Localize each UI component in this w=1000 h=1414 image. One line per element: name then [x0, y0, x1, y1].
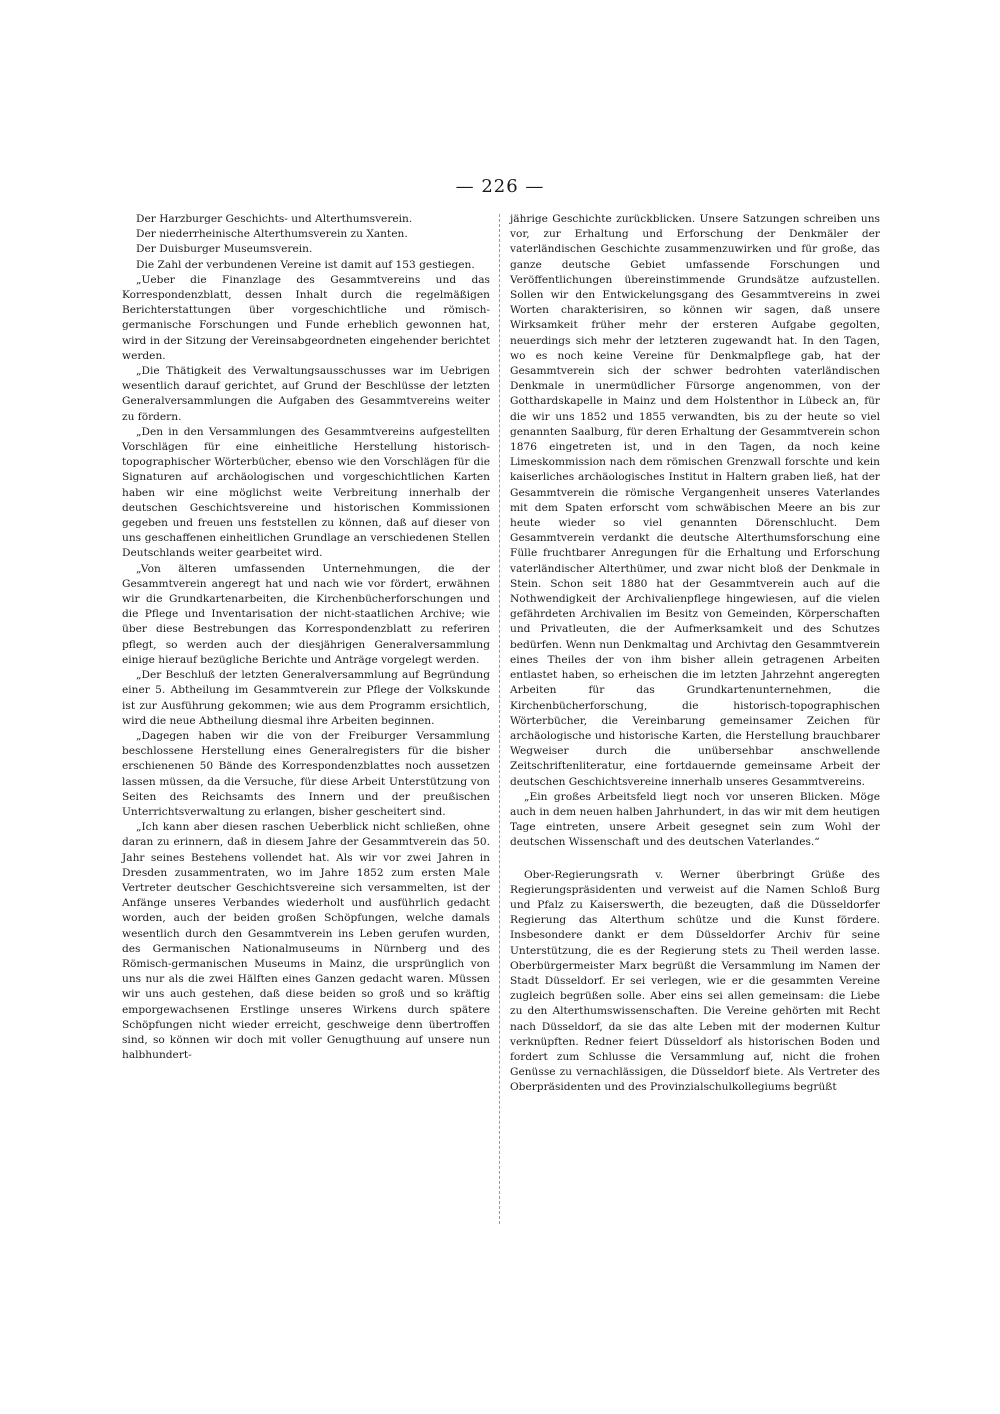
paragraph: „Ein großes Arbeitsfeld liegt noch vor unseren Blicken. Möge auch in dem neuen halben Jahrhundert, in das wir mit dem heutigen Tage eintreten, unsere Arbeit gesegnet sein zum Wohl der deutschen Wissenschaft und des deutschen Vaterlandes.“ — [510, 790, 880, 849]
paragraph: „Ich kann aber diesen raschen Ueberblick nicht schließen, ohne daran zu erinnern, daß in diesem Jahre der Gesammtverein das 50. Jahr seines Bestehens vollendet hat. Als wir vor zwei Jahren in Dresden zusammentraten, wo im Jahre 1852 zum ersten Male Vertreter deutscher Geschichtsvereine sich versammelten, ist der Anfänge unseres Verbandes wiederholt und ausführlich gedacht worden, auch der beiden großen Schöpfungen, welche damals wesentlich durch den Gesammtverein ins Leben gerufen wurden, des Germanischen Nationalmuseums in Nürnberg und des Römisch-germanischen Museums in Mainz, die ursprünglich von uns nur als die zwei Hälften eines Ganzen gedacht waren. Müssen wir uns auch gestehen, daß diese beiden so groß und so kräftig emporgewachsenen Erstlinge unseres Wirkens durch spätere Schöpfungen nicht wieder erreicht, geschweige denn übertroffen sind, so können wir doch mit voller Genugthuung auf unsere nun halbhundert- — [122, 821, 490, 1062]
paragraph: „Von älteren umfassenden Unternehmungen, die der Gesammtverein angeregt hat und nach wie vor fördert, erwähnen wir die Grundkartenarbeiten, die Kirchenbücherforschungen und die Pflege und Inventarisation der nicht-staatlichen Archive; wie über diese Bestrebungen das Korrespondenzblatt zu referiren pflegt, so werden auch der diesjährigen Generalversammlung einige hierauf bezügliche Berichte und Anträge vorgelegt werden. — [122, 562, 490, 666]
paragraph: jährige Geschichte zurückblicken. Unsere Satzungen schreiben uns vor, zur Erhaltung und Erforschung der Denkmäler der vaterländischen Geschichte zusammenzuwirken und für große, das ganze deutsche Gebiet umfassende Forschungen und Veröffentlichungen übereinstimmende Grundsätze aufzustellen. Sollen wir den Entwickelungsgang des Gesammtvereins in zwei Worten charakterisiren, so können wir sagen, daß unsere Wirksamkeit früher mehr der ersteren Aufgabe gegolten, neuerdings sich mehr der letzteren zugewandt hat. In den Tagen, wo es noch keine Vereine für Denkmalpflege gab, hat der Gesammtverein sich der schwer bedrohten vaterländischen Denkmale in unermüdlicher Fürsorge angenommen, von der Gotthardskapelle in Mainz und dem Holstenthor in Lübeck an, für die wir uns 1852 und 1855 verwandten, bis zu der heute so viel genannten Saalburg, für deren Erhaltung der Gesammtverein schon 1876 eingetreten ist, und in den Tagen, da noch keine Limeskommission nach dem römischen Grenzwall forschte und kein kaiserliches archäologisches Institut in Haltern graben ließ, hat der Gesammtverein die römische Vergangenheit unseres Vaterlandes mit dem Spaten erforscht vom schwäbischen Meere an bis zur heute wieder so viel genannten Dörenschlucht. Dem Gesammtverein verdankt die deutsche Alterthumsforschung eine Fülle fruchtbarer Anregungen für die Erhaltung und Erforschung vaterländischer Alterthümer, und zwar nicht bloß der Denkmale in Stein. Schon seit 1880 hat der Gesammtverein auch auf die Nothwendigkeit der Archivalienpflege hingewiesen, auf die vielen gefährdeten Archivalien im Besitz von Gemeinden, Körperschaften und Privatleuten, die der Aufmerksamkeit und des Schutzes bedürfen. Wenn nun Denkmaltag und Archivtag den Gesammtverein eines Theiles der von ihm bisher allein getragenen Arbeiten entlastet haben, so erheischen die im letzten Jahrzehnt angeregten Arbeiten für das Grundkartenunternehmen, die Kirchenbücherforschung, die historisch-topographischen Wörterbücher, die Vereinbarung gemeinsamer Zeichen für archäologische und historische Karten, die Herstellung brauchbarer Wegweiser durch die unübersehbar anschwellende Zeitschriftenliteratur, eine fortdauernde gemeinsame Arbeit der deutschen Geschichtsvereine innerhalb unseres Gesammtvereins. — [510, 213, 880, 788]
column-divider — [499, 214, 500, 1224]
paragraph: Ober-Regierungsrath v. Werner überbringt Grüße des Regierungspräsidenten und verweist auf die Namen Schloß Burg und Pfalz zu Kaiserswerth, die bezeugten, daß die Düsseldorfer Regierung das Alterthum schütze und die Kunst fördere. Insbesondere dankt er dem Düsseldorfer Archiv für seine Unterstützung, die es der Regierung stets zu Theil werden lasse. Oberbürgermeister Marx begrüßt die Versammlung im Namen der Stadt Düsseldorf. Er sei verlegen, wie er die gesammten Vereine zugleich begrüßen solle. Aber eins sei allen gemeinsam: die Liebe zu den Alterthumswissenschaften. Die Vereine gehörten mit Recht nach Düsseldorf, da sie das alte Leben mit der modernen Kultur verknüpften. Redner feiert Düsseldorf als historischen Boden und fordert zum Schlusse die Versammlung auf, nicht die frohen Genüsse zu vernachlässigen, die Düsseldorf biete. Als Vertreter des Oberpräsidenten und des Provinzialschulkollegiums begrüßt — [510, 868, 880, 1094]
page-number: — 226 — — [455, 176, 545, 197]
paragraph: „Ueber die Finanzlage des Gesammtvereins und das Korrespondenzblatt, dessen Inhalt durch die regelmäßigen Berichterstattungen über vorgeschichtliche und römisch-germanische Forschungen und Funde erheblich gewonnen hat, wird in der Sitzung der Vereinsabgeordneten eingehender berichtet werden. — [122, 273, 490, 362]
paragraph: „Den in den Versammlungen des Gesammtvereins aufgestellten Vorschlägen für eine einheitliche Herstellung historisch-topographischer Wörterbücher, ebenso wie den Vorschlägen für die Signaturen auf archäologischen und vorgeschichtlichen Karten haben wir eine möglichst weite Verbreitung innerhalb der deutschen Geschichtsvereine und historischen Kommissionen gegeben und freuen uns feststellen zu können, daß auf dieser von uns geschaffenen einheitlichen Grundlage an verschiedenen Stellen Deutschlands weiter gearbeitet wird. — [122, 425, 490, 560]
paragraph: Der niederrheinische Alterthumsverein zu Xanten. — [136, 228, 408, 241]
right-column — [510, 212, 880, 1096]
paragraph: „Der Beschluß der letzten Generalversammlung auf Begründung einer 5. Abtheilung im Gesammtverein zur Pflege der Volkskunde ist zur Ausführung gekommen; wie aus dem Programm ersichtlich, wird die neue Abtheilung diesmal ihre Arbeiten beginnen. — [122, 669, 490, 727]
paragraph: Die Zahl der verbundenen Vereine ist damit auf 153 gestiegen. — [136, 258, 475, 271]
paragraph: Der Harzburger Geschichts- und Alterthumsverein. — [136, 213, 413, 225]
paragraph: Der Duisburger Museumsverein. — [136, 243, 313, 256]
left-column — [122, 212, 490, 1063]
paragraph: „Die Thätigkeit des Verwaltungsausschusses war im Uebrigen wesentlich darauf gerichtet, auf Grund der Beschlüsse der letzten Generalversammlungen die Aufgaben des Gesammtvereins weiter zu fördern. — [122, 365, 490, 423]
paragraph: „Dagegen haben wir die von der Freiburger Versammlung beschlossene Herstellung eines Generalregisters für die bisher erschienenen 50 Bände des Korrespondenzblattes noch aussetzen lassen müssen, da die Versuche, für diese Arbeit Unterstützung von Seiten des Reichsamts des Innern und der preußischen Unterrichtsverwaltung zu erlangen, bisher gescheitert sind. — [122, 729, 490, 818]
